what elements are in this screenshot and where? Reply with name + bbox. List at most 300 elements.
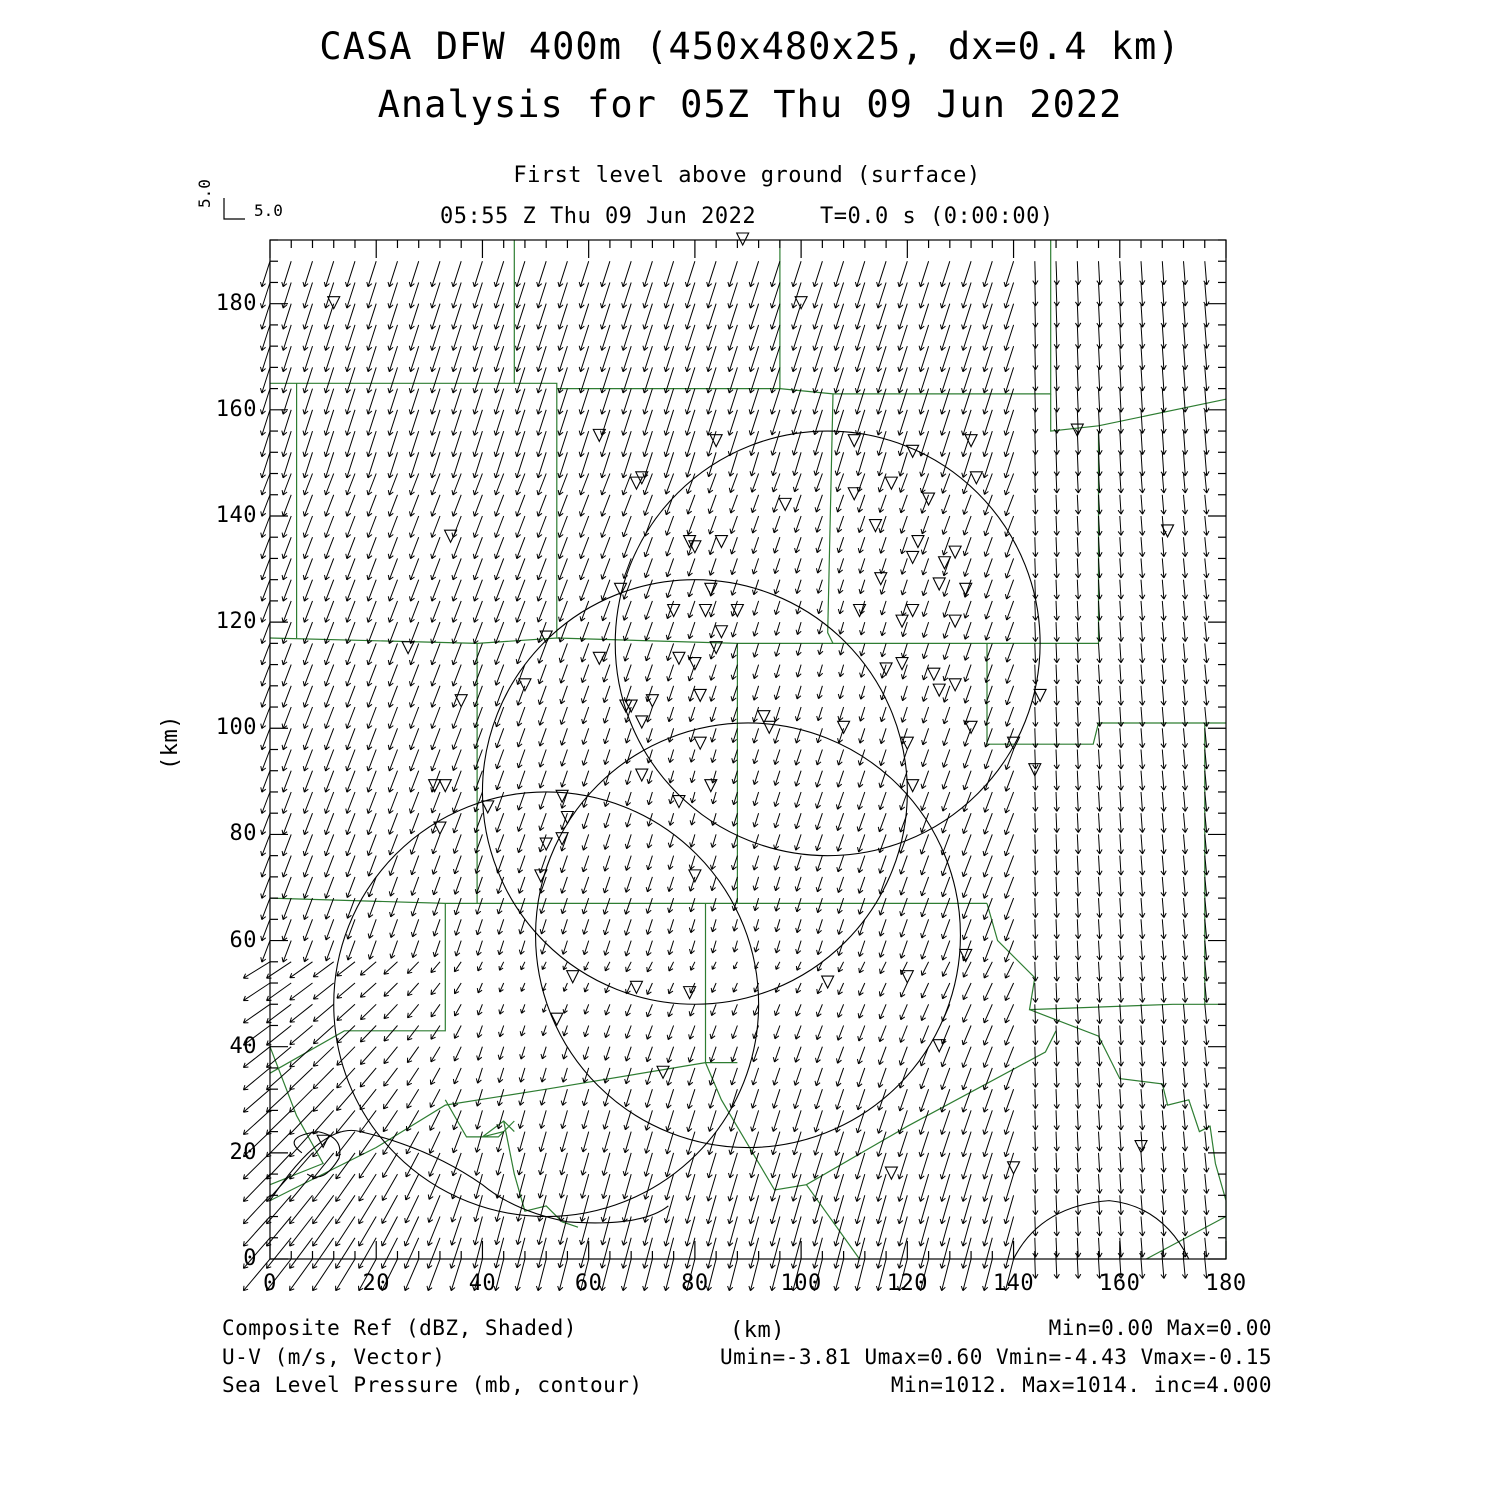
wind-vector bbox=[1033, 325, 1038, 349]
wind-vector bbox=[1161, 1110, 1166, 1130]
wind-vector bbox=[431, 686, 440, 708]
wind-vector bbox=[1075, 1259, 1080, 1279]
wind-vector bbox=[838, 983, 844, 995]
wind-vector bbox=[1097, 325, 1102, 349]
wind-vector bbox=[711, 834, 716, 847]
wind-vector bbox=[710, 601, 717, 617]
wind-vector bbox=[1118, 856, 1123, 876]
wind-vector bbox=[963, 537, 971, 556]
wind-vector bbox=[772, 474, 780, 493]
wind-vector bbox=[1182, 495, 1187, 514]
wind-vector bbox=[360, 1026, 376, 1043]
wind-vector bbox=[325, 919, 334, 940]
wind-vector bbox=[646, 665, 653, 682]
wind-vector bbox=[602, 622, 610, 641]
wind-vector bbox=[1161, 346, 1166, 370]
wind-vector bbox=[795, 728, 801, 743]
title-line-1: CASA DFW 400m (450x480x25, dx=0.4 km) bbox=[319, 25, 1181, 68]
wind-vector bbox=[942, 516, 950, 535]
wind-vector bbox=[964, 686, 971, 703]
wind-vector bbox=[942, 792, 950, 811]
wind-vector bbox=[983, 1195, 993, 1224]
wind-vector bbox=[816, 558, 822, 573]
station-marker bbox=[779, 498, 791, 510]
station-marker bbox=[673, 652, 685, 664]
wind-vector bbox=[1182, 962, 1187, 981]
wind-vector bbox=[1161, 495, 1166, 514]
wind-vector bbox=[795, 1026, 801, 1040]
wind-vector bbox=[962, 919, 971, 940]
wind-vector bbox=[668, 750, 673, 763]
wind-vector bbox=[770, 261, 780, 287]
wind-vector bbox=[537, 580, 546, 602]
wind-vector bbox=[921, 537, 928, 554]
wind-vector bbox=[303, 856, 312, 878]
wind-vector bbox=[646, 707, 652, 722]
wind-vector bbox=[943, 686, 950, 703]
wind-vector bbox=[580, 1195, 589, 1221]
wind-vector bbox=[1054, 601, 1059, 621]
wind-vector bbox=[964, 665, 971, 682]
wind-vector bbox=[1161, 686, 1166, 706]
wind-vector bbox=[983, 941, 992, 962]
wind-vector bbox=[517, 1153, 525, 1175]
station-marker bbox=[901, 971, 913, 983]
wind-vector bbox=[753, 686, 759, 701]
wind-vector bbox=[360, 1047, 376, 1065]
wind-vector bbox=[1097, 452, 1102, 476]
valid-time: 05:55 Z Thu 09 Jun 2022 bbox=[440, 204, 757, 229]
wind-vector bbox=[964, 601, 971, 618]
wind-vector bbox=[940, 1195, 950, 1224]
wind-vector bbox=[1140, 325, 1145, 349]
wind-vector bbox=[1005, 728, 1013, 748]
wind-vector bbox=[1097, 898, 1102, 918]
wind-vector bbox=[1033, 792, 1038, 811]
wind-vector bbox=[261, 771, 270, 793]
wind-vector bbox=[243, 1195, 270, 1224]
wind-vector bbox=[1204, 622, 1209, 642]
wind-vector bbox=[858, 834, 865, 852]
wind-vector bbox=[561, 1089, 567, 1105]
wind-vector bbox=[1140, 410, 1145, 434]
wind-vector bbox=[1161, 665, 1166, 684]
wind-vector bbox=[901, 558, 908, 574]
wind-vector bbox=[497, 1110, 504, 1129]
wind-vector bbox=[666, 1089, 673, 1108]
wind-vector bbox=[1054, 792, 1059, 811]
station-marker bbox=[715, 626, 727, 638]
slp-contour-1012 bbox=[270, 1130, 668, 1223]
wind-vector bbox=[685, 261, 695, 287]
wind-vector bbox=[1118, 474, 1123, 494]
wind-vector bbox=[384, 1068, 398, 1086]
wind-vector bbox=[325, 601, 334, 623]
wind-vector bbox=[516, 516, 525, 538]
wind-vector bbox=[1140, 877, 1145, 896]
wind-vector bbox=[1118, 537, 1123, 557]
wind-vector bbox=[1054, 1089, 1059, 1108]
wind-vector bbox=[690, 941, 695, 954]
wind-vector bbox=[582, 1110, 589, 1129]
wind-vector bbox=[668, 983, 674, 994]
wind-vector bbox=[645, 643, 652, 661]
wind-vector bbox=[389, 877, 397, 896]
wind-vector bbox=[282, 495, 291, 517]
wind-vector bbox=[984, 983, 993, 1001]
wind-vector bbox=[1161, 1089, 1166, 1108]
wind-vector bbox=[303, 834, 312, 856]
wind-vector bbox=[1075, 983, 1080, 1003]
wind-vector bbox=[452, 771, 461, 792]
wind-vector bbox=[517, 707, 525, 726]
wind-vector bbox=[604, 1068, 610, 1083]
wind-vector bbox=[495, 665, 504, 686]
wind-vector bbox=[243, 1110, 270, 1134]
wind-vector bbox=[858, 771, 865, 788]
wind-vector bbox=[337, 1004, 355, 1020]
wind-vector bbox=[454, 1047, 461, 1061]
wind-vector bbox=[690, 962, 695, 971]
wind-vector bbox=[795, 750, 802, 766]
wind-vector bbox=[451, 1195, 461, 1222]
wind-vector bbox=[1054, 1047, 1059, 1067]
wind-vector bbox=[1097, 431, 1102, 455]
wind-vector bbox=[1033, 962, 1038, 981]
wind-vector bbox=[313, 1047, 333, 1067]
wind-vector bbox=[388, 261, 398, 287]
wind-vector bbox=[1054, 771, 1059, 791]
wind-vector bbox=[346, 856, 355, 877]
wind-vector bbox=[1097, 1238, 1102, 1257]
wind-vector bbox=[452, 261, 462, 287]
wind-vector bbox=[452, 665, 461, 687]
wind-vector bbox=[855, 1153, 864, 1179]
footer-field3-label: Sea Level Pressure (mb, contour) bbox=[222, 1373, 643, 1397]
wind-vector bbox=[603, 707, 610, 723]
wind-vector bbox=[668, 877, 674, 892]
wind-vector bbox=[1182, 1132, 1187, 1152]
wind-vector bbox=[1033, 495, 1038, 514]
wind-vector bbox=[558, 261, 567, 287]
wind-vector bbox=[604, 834, 610, 849]
wind-vector bbox=[1033, 856, 1038, 876]
wind-vector bbox=[410, 792, 419, 813]
wind-vector bbox=[709, 1089, 717, 1108]
county-boundary bbox=[780, 240, 1051, 394]
wind-vector bbox=[431, 1047, 440, 1062]
wind-vector bbox=[325, 941, 334, 961]
wind-vector bbox=[360, 962, 376, 975]
wind-vector bbox=[1033, 304, 1038, 328]
wind-vector bbox=[814, 1110, 822, 1132]
wind-vector bbox=[922, 665, 928, 680]
wind-vector bbox=[878, 452, 887, 476]
wind-vector bbox=[753, 750, 759, 764]
wind-vector bbox=[1182, 304, 1187, 328]
station-marker bbox=[928, 668, 940, 680]
wind-vector bbox=[1075, 1089, 1080, 1108]
wind-vector bbox=[346, 707, 355, 729]
wind-vector bbox=[644, 1174, 653, 1199]
wind-vector bbox=[732, 771, 737, 784]
wind-vector bbox=[605, 1004, 610, 1015]
wind-vector bbox=[711, 750, 716, 763]
wind-vector bbox=[943, 707, 950, 724]
x-tick-label: 20 bbox=[362, 1271, 390, 1296]
wind-vector bbox=[1161, 1259, 1166, 1279]
wind-vector bbox=[919, 1110, 928, 1134]
x-tick-label: 60 bbox=[574, 1271, 603, 1296]
wind-vector bbox=[859, 728, 865, 743]
wind-vector bbox=[1097, 622, 1102, 642]
wind-vector bbox=[1054, 1195, 1059, 1215]
wind-vector bbox=[817, 601, 822, 614]
wind-vector bbox=[1140, 537, 1145, 557]
wind-vector bbox=[1182, 898, 1187, 918]
wind-vector bbox=[1140, 431, 1145, 455]
wind-vector bbox=[583, 1047, 589, 1060]
wind-vector bbox=[431, 601, 440, 623]
wind-vector bbox=[795, 580, 801, 594]
wind-vector bbox=[816, 792, 823, 808]
wind-vector bbox=[537, 558, 546, 580]
wind-vector bbox=[900, 898, 908, 916]
wind-vector bbox=[817, 580, 823, 594]
wind-vector bbox=[473, 643, 482, 665]
wind-vector bbox=[538, 643, 547, 663]
wind-vector bbox=[303, 792, 312, 814]
wind-vector bbox=[922, 622, 928, 637]
wind-vector bbox=[901, 622, 907, 637]
wind-vector bbox=[1054, 643, 1059, 662]
wind-vector bbox=[1005, 1004, 1014, 1023]
wind-vector bbox=[563, 1026, 568, 1037]
wind-vector bbox=[1118, 1110, 1123, 1130]
wind-vector bbox=[497, 898, 504, 914]
wind-vector bbox=[1075, 643, 1080, 662]
wind-vector bbox=[1118, 558, 1123, 578]
footer-field1-stats: Min=0.00 Max=0.00 bbox=[1048, 1316, 1272, 1340]
wind-vector bbox=[733, 941, 738, 953]
wind-vector bbox=[816, 856, 823, 872]
wind-vector bbox=[499, 962, 504, 971]
wind-vector bbox=[941, 1047, 950, 1067]
wind-vector bbox=[899, 1047, 907, 1066]
wind-vector bbox=[1097, 261, 1102, 285]
wind-vector bbox=[624, 1110, 631, 1129]
wind-vector bbox=[1161, 792, 1166, 811]
wind-vector bbox=[753, 1004, 758, 1015]
wind-vector bbox=[730, 516, 737, 534]
wind-vector bbox=[1054, 686, 1059, 706]
wind-vector bbox=[921, 919, 929, 938]
wind-vector bbox=[859, 707, 865, 721]
wind-vector bbox=[452, 558, 461, 580]
wind-vector bbox=[1161, 707, 1166, 727]
wind-vector bbox=[669, 771, 674, 783]
wind-vector bbox=[313, 1110, 334, 1134]
wind-vector bbox=[816, 813, 823, 830]
wind-vector bbox=[282, 898, 291, 920]
wind-vector bbox=[601, 495, 610, 517]
y-tick-label: 180 bbox=[215, 290, 257, 316]
wind-vector bbox=[558, 537, 567, 559]
wind-vector bbox=[290, 1004, 313, 1022]
wind-vector bbox=[1075, 283, 1080, 307]
wind-vector bbox=[901, 707, 907, 722]
wind-vector bbox=[1182, 346, 1187, 370]
wind-vector bbox=[431, 983, 440, 995]
wind-vector bbox=[962, 834, 971, 855]
wind-vector bbox=[1005, 771, 1014, 792]
wind-vector bbox=[921, 962, 928, 976]
wind-vector bbox=[408, 1026, 419, 1041]
wind-vector bbox=[858, 792, 865, 810]
wind-vector bbox=[815, 495, 822, 512]
wind-vector bbox=[771, 1174, 780, 1201]
wind-vector bbox=[921, 516, 929, 534]
wind-vector bbox=[1097, 1068, 1102, 1088]
wind-vector bbox=[1033, 622, 1038, 642]
wind-vector bbox=[816, 1047, 823, 1063]
wind-vector bbox=[518, 1110, 525, 1128]
wind-vector bbox=[860, 643, 865, 656]
wind-vector bbox=[899, 1068, 907, 1088]
wind-vector bbox=[1140, 1026, 1145, 1045]
wind-vector bbox=[796, 941, 801, 954]
wind-vector bbox=[707, 261, 716, 287]
wind-vector bbox=[1204, 261, 1209, 285]
wind-vector bbox=[516, 261, 525, 287]
wind-vector bbox=[1140, 1238, 1145, 1257]
wind-vector bbox=[774, 771, 780, 786]
wind-vector bbox=[1182, 877, 1187, 896]
wind-vector bbox=[337, 1047, 355, 1066]
wind-vector bbox=[282, 813, 291, 835]
wind-vector bbox=[857, 1089, 865, 1110]
wind-vector bbox=[410, 643, 419, 665]
wind-vector bbox=[431, 516, 440, 538]
wind-vector bbox=[962, 1110, 971, 1134]
wind-vector bbox=[983, 1004, 992, 1023]
wind-vector bbox=[261, 707, 270, 729]
wind-vector bbox=[818, 665, 823, 677]
wind-vector bbox=[388, 580, 397, 602]
wind-vector bbox=[796, 643, 801, 655]
wind-vector bbox=[1118, 261, 1123, 285]
wind-vector bbox=[368, 941, 376, 960]
wind-vector bbox=[732, 1026, 738, 1039]
wind-vector bbox=[880, 728, 886, 743]
wind-vector bbox=[624, 1132, 632, 1153]
wind-vector bbox=[816, 1026, 823, 1040]
wind-vector bbox=[962, 1047, 971, 1068]
wind-vector bbox=[346, 750, 355, 772]
wind-vector bbox=[1075, 941, 1080, 960]
wind-vector bbox=[795, 834, 802, 850]
wind-vector bbox=[666, 558, 674, 577]
wind-vector bbox=[667, 1026, 673, 1040]
wind-vector bbox=[560, 728, 567, 745]
wind-vector bbox=[646, 877, 652, 892]
wind-vector bbox=[728, 1174, 737, 1201]
wind-vector bbox=[1054, 431, 1059, 455]
wind-vector bbox=[1204, 431, 1209, 455]
station-marker bbox=[949, 615, 961, 627]
wind-vector bbox=[325, 516, 334, 538]
wind-vector bbox=[647, 792, 652, 805]
station-marker bbox=[970, 472, 982, 484]
wind-vector bbox=[473, 495, 482, 517]
wind-vector bbox=[581, 1174, 589, 1198]
wind-vector bbox=[581, 1153, 589, 1175]
wind-vector bbox=[499, 1004, 504, 1014]
wind-vector bbox=[711, 898, 716, 911]
wind-vector bbox=[243, 1068, 270, 1090]
wind-vector bbox=[794, 516, 801, 533]
wind-vector bbox=[626, 813, 632, 827]
wind-vector bbox=[900, 856, 908, 875]
station-marker bbox=[540, 838, 552, 850]
wind-vector bbox=[646, 941, 652, 956]
wind-vector bbox=[985, 665, 993, 683]
wind-vector bbox=[1161, 389, 1166, 413]
wind-vector bbox=[624, 643, 632, 661]
wind-vector bbox=[347, 941, 355, 961]
wind-vector bbox=[838, 962, 844, 972]
footer-field3-stats: Min=1012. Max=1014. inc=4.000 bbox=[890, 1373, 1272, 1397]
wind-vector bbox=[303, 750, 312, 772]
wind-vector bbox=[881, 665, 887, 679]
wind-vector bbox=[1075, 261, 1080, 285]
station-marker bbox=[657, 1066, 669, 1078]
wind-vector bbox=[753, 792, 759, 806]
wind-vector bbox=[303, 643, 312, 665]
wind-vector bbox=[1182, 792, 1187, 811]
wind-vector bbox=[1182, 856, 1187, 876]
wind-vector bbox=[303, 898, 312, 920]
wind-vector bbox=[539, 707, 547, 725]
wind-vector bbox=[431, 1004, 440, 1017]
wind-vector bbox=[858, 516, 865, 533]
wind-vector bbox=[325, 771, 334, 793]
station-marker bbox=[848, 488, 860, 500]
wind-vector bbox=[452, 643, 461, 665]
wind-vector bbox=[537, 516, 546, 538]
wind-vector bbox=[538, 686, 546, 705]
wind-vector bbox=[389, 856, 398, 876]
wind-vector bbox=[836, 495, 843, 512]
wind-vector bbox=[1204, 707, 1209, 727]
wind-vector bbox=[1054, 834, 1059, 854]
wind-vector bbox=[411, 898, 419, 916]
wind-vector bbox=[1118, 1132, 1123, 1152]
wind-vector bbox=[1075, 813, 1080, 832]
wind-vector bbox=[1097, 474, 1102, 494]
wind-vector bbox=[794, 1068, 801, 1086]
wind-vector bbox=[1161, 325, 1166, 349]
wind-vector bbox=[795, 771, 801, 787]
wind-vector bbox=[1005, 962, 1014, 978]
wind-vector bbox=[430, 1068, 440, 1085]
wind-vector bbox=[688, 558, 695, 576]
wind-vector bbox=[1033, 1089, 1038, 1108]
wind-vector bbox=[795, 537, 802, 553]
wind-vector bbox=[943, 622, 950, 638]
wind-vector bbox=[1097, 346, 1102, 370]
wind-vector bbox=[646, 1004, 652, 1017]
